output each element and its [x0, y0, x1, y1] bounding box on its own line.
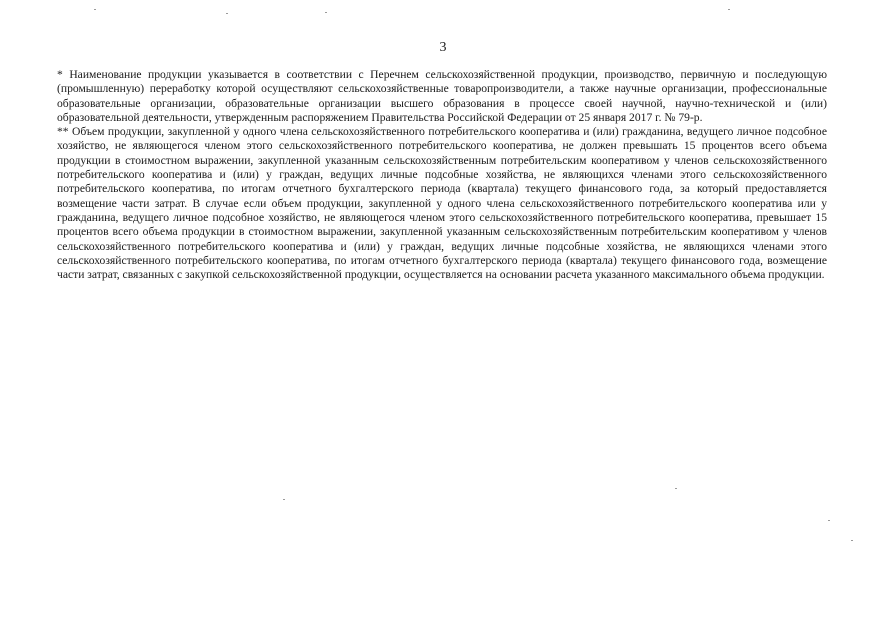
scan-speck [675, 488, 677, 489]
footnote-2-text: Объем продукции, закупленной у одного члена сельскохозяйственного потребительского кооператива и (или) гражданина, ведущего личное подсобное хозяйство, не являющегося членом этого сельскохозяйственного потребительского кооператива, не должен превышать 15 процентов всего объема продукции в стоимостном выражении, закупленной указанным сельскохозяйственным потребительским кооперативом у членов сельскохозяйственного потребительского кооператива и (или) у граждан, ведущих личные подсобные хозяйства, не являющихся членами этого сельскохозяйственного потребительского кооператива, по итогам отчетного бухгалтерского периода (квартала) текущего финансового года, за который предоставляется возмещение части затрат. В случае если объем продукции, закупленной у одного члена сельскохозяйственного потребительского кооператива или у гражданина, ведущего личное подсобное хозяйство, не являющегося членом этого сельскохозяйственного потребительского кооператива, превышает 15 процентов всего объема продукции в стоимостном выражении, закупленной указанным сельскохозяйственным потребительским кооперативом у членов сельскохозяйственного потребительского кооператива и (или) у граждан, ведущих личные подсобные хозяйства, не являющихся членами этого сельскохозяйственного потребительского кооператива, по итогам отчетного бухгалтерского периода (квартала) текущего финансового года, возмещение части затрат, связанных с закупкой сельскохозяйственной продукции, осуществляется на основании расчета указанного максимального объема продукции. [57, 125, 827, 282]
footnote-2-marker: ** [57, 125, 69, 139]
scan-speck [728, 9, 730, 10]
scan-speck [226, 13, 228, 14]
scan-speck [325, 12, 327, 13]
footnote-2 [57, 125, 827, 282]
scan-speck [94, 9, 96, 10]
scan-speck [851, 540, 853, 541]
scan-speck [283, 499, 285, 500]
footnote-1 [57, 68, 827, 125]
footnote-1-text: Наименование продукции указывается в соответствии с Перечнем сельскохозяйственной продукции, производство, первичную и последующую (промышленную) переработку которой осуществляют сельскохозяйственные товаропроизводители, а также научные организации, профессиональные образовательные организации, образовательные организации высшего образования в процессе своей научной, научно-технической и (или) образовательной деятельности, утвержденным распоряжением Правительства Российской Федерации от 25 января 2017 г. № 79-р. [57, 68, 827, 124]
footnote-1-marker: * [57, 68, 63, 81]
footnotes [57, 68, 827, 282]
scan-speck [828, 520, 830, 521]
page-number: 3 [439, 40, 447, 55]
